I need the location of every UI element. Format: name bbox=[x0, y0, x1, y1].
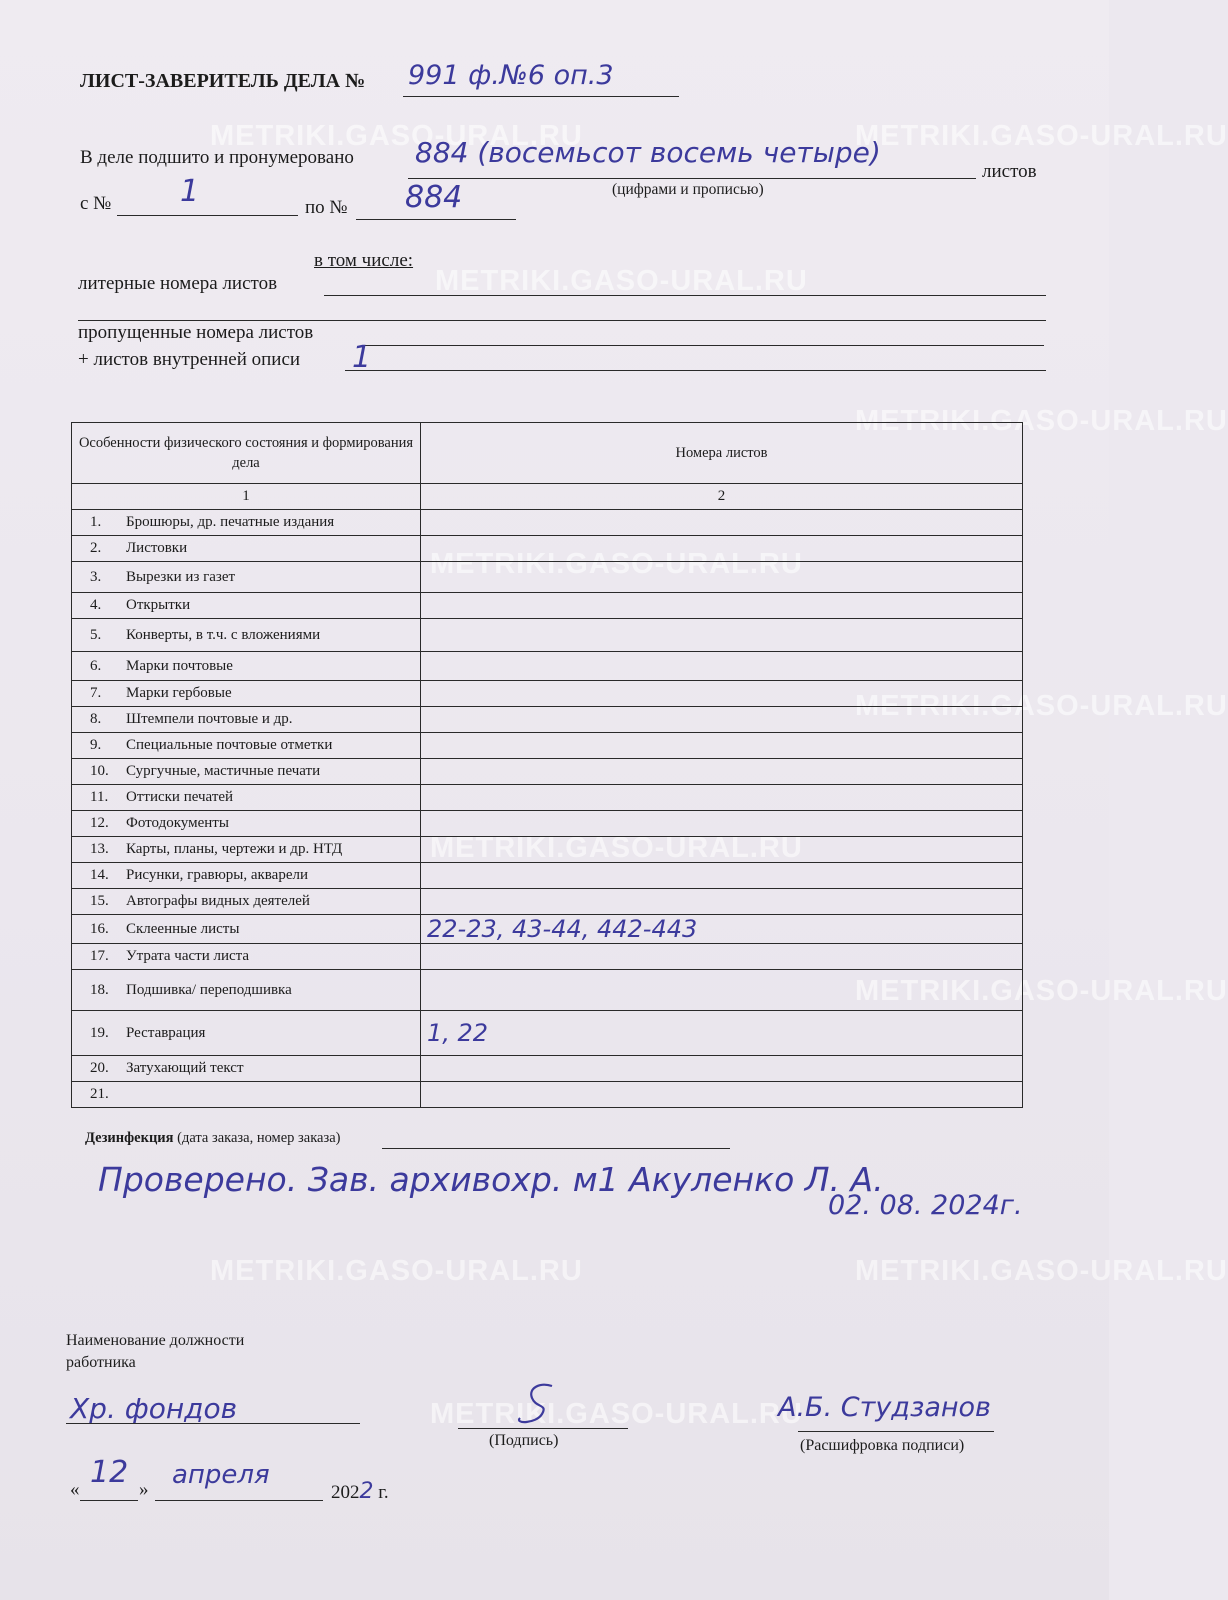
inner-inventory-line bbox=[345, 370, 1046, 371]
row-number: 9. bbox=[90, 737, 102, 753]
date-close-quote: » bbox=[139, 1479, 149, 1500]
table-row bbox=[72, 837, 1023, 863]
row-sheet-numbers-cell bbox=[421, 759, 1023, 785]
row-feature-cell bbox=[72, 681, 421, 707]
watermark: METRIKI.GASO-URAL.RU bbox=[210, 120, 583, 152]
inner-inventory-handwritten: 1 bbox=[352, 340, 372, 375]
date-year-suffix: г. bbox=[378, 1482, 389, 1503]
literal-numbers-line-2 bbox=[78, 320, 1046, 321]
row-sheet-numbers-cell bbox=[421, 510, 1023, 536]
row-label: Листовки bbox=[126, 540, 188, 556]
case-number-handwritten: 991 ф.№6 оп.3 bbox=[408, 60, 614, 91]
row-number: 12. bbox=[90, 815, 109, 831]
row-feature-cell bbox=[72, 863, 421, 889]
row-number: 1. bbox=[90, 514, 102, 530]
table-row bbox=[72, 681, 1023, 707]
row-label: Марки гербовые bbox=[126, 685, 232, 701]
sheets-count-line bbox=[408, 178, 976, 179]
row-label: Штемпели почтовые и др. bbox=[126, 711, 293, 727]
watermark: METRIKI.GASO-URAL.RU bbox=[855, 975, 1228, 1007]
verification-note-line2: 02. 08. 2024г. bbox=[828, 1190, 1023, 1221]
row-number: 6. bbox=[90, 657, 102, 674]
table-row bbox=[72, 863, 1023, 889]
table-row bbox=[72, 652, 1023, 681]
row-feature-cell bbox=[72, 811, 421, 837]
table-row bbox=[72, 915, 1023, 944]
row-number: 11. bbox=[90, 789, 109, 805]
watermark: METRIKI.GASO-URAL.RU bbox=[430, 1398, 803, 1430]
row-number: 15. bbox=[90, 893, 109, 909]
table-row bbox=[72, 707, 1023, 733]
row-sheet-numbers-cell bbox=[421, 733, 1023, 759]
row-label: Сургучные, мастичные печати bbox=[126, 763, 321, 779]
verification-note-line1: Проверено. Зав. архивохр. м1 Акуленко Л. А. bbox=[98, 1160, 884, 1199]
row-number: 13. bbox=[90, 841, 109, 857]
date-year-handwritten: 2 bbox=[359, 1479, 374, 1504]
row-label: Вырезки из газет bbox=[126, 568, 236, 585]
from-number-label: с № bbox=[80, 193, 112, 214]
row-sheet-numbers-cell bbox=[421, 837, 1023, 863]
sheets-suffix-label: листов bbox=[982, 161, 1037, 182]
date-month-handwritten: апреля bbox=[172, 1460, 270, 1490]
table-row bbox=[72, 785, 1023, 811]
row-label: Фотодокументы bbox=[126, 815, 229, 831]
from-number-line bbox=[117, 215, 298, 216]
table-row bbox=[72, 536, 1023, 562]
row-sheet-numbers-cell bbox=[421, 536, 1023, 562]
row-label: Подшивка/ переподшивка bbox=[126, 981, 292, 998]
date-year-prefix: 202 bbox=[331, 1482, 360, 1503]
literal-numbers-label: литерные номера листов bbox=[78, 273, 278, 294]
disinfection-line bbox=[382, 1148, 730, 1149]
row-sheet-numbers-cell bbox=[421, 562, 1023, 593]
watermark: METRIKI.GASO-URAL.RU bbox=[855, 1255, 1228, 1287]
row-sheet-numbers-cell bbox=[421, 681, 1023, 707]
literal-numbers-line bbox=[324, 295, 1046, 296]
row-sheet-numbers-cell: 22-23, 43-44, 442-443 bbox=[421, 915, 1023, 944]
inner-inventory-label: + листов внутренней описи bbox=[78, 349, 301, 370]
including-heading: в том числе: bbox=[314, 250, 414, 271]
decode-handwritten: А.Б. Студзанов bbox=[778, 1392, 991, 1423]
row-number: 2. bbox=[90, 540, 102, 556]
row-sheet-numbers-cell bbox=[421, 1056, 1023, 1082]
watermark: METRIKI.GASO-URAL.RU bbox=[210, 1255, 583, 1287]
table-row bbox=[72, 619, 1023, 652]
row-label: Склеенные листы bbox=[126, 920, 240, 937]
table-row bbox=[72, 889, 1023, 915]
position-line bbox=[66, 1423, 360, 1424]
row-label: Брошюры, др. печатные издания bbox=[126, 514, 335, 530]
row-number: 19. bbox=[90, 1024, 109, 1041]
date-day-handwritten: 12 bbox=[90, 1455, 129, 1490]
row-feature-cell bbox=[72, 837, 421, 863]
case-number-line bbox=[403, 96, 679, 97]
row-label: Реставрация bbox=[126, 1024, 206, 1041]
row-number: 5. bbox=[90, 626, 102, 643]
sheets-hint: (цифрами и прописью) bbox=[612, 181, 764, 198]
row-number: 4. bbox=[90, 597, 102, 613]
table-row bbox=[72, 1011, 1023, 1056]
row-sheet-numbers-cell: 1, 22 bbox=[421, 1011, 1023, 1056]
position-label-1: Наименование должности bbox=[66, 1332, 245, 1349]
column-header-sheet-numbers: Номера листов bbox=[421, 423, 1023, 484]
table-row bbox=[72, 562, 1023, 593]
position-label-2: работника bbox=[66, 1354, 136, 1371]
row-sheet-numbers-cell bbox=[421, 619, 1023, 652]
row-sheet-numbers-cell bbox=[421, 1082, 1023, 1108]
row-feature-cell bbox=[72, 707, 421, 733]
missing-numbers-label: пропущенные номера листов bbox=[78, 322, 314, 343]
signature-line bbox=[458, 1428, 628, 1429]
decode-line bbox=[798, 1431, 994, 1432]
row-feature-cell bbox=[72, 1082, 421, 1108]
row-feature-cell bbox=[72, 536, 421, 562]
sheets-count-handwritten: 884 (восемьсот восемь четыре) bbox=[415, 136, 881, 169]
table-row bbox=[72, 510, 1023, 536]
date-month-line bbox=[155, 1500, 323, 1501]
watermark: METRIKI.GASO-URAL.RU bbox=[435, 265, 808, 297]
row-label: Карты, планы, чертежи и др. НТД bbox=[126, 841, 343, 857]
missing-numbers-line bbox=[362, 345, 1044, 346]
row-feature-cell bbox=[72, 619, 421, 652]
row-label: Марки почтовые bbox=[126, 657, 233, 674]
signature-label: (Подпись) bbox=[489, 1432, 559, 1449]
date-open-quote: « bbox=[70, 1479, 80, 1500]
row-feature-cell bbox=[72, 915, 421, 944]
row-label: Автографы видных деятелей bbox=[126, 893, 310, 909]
from-number-handwritten: 1 bbox=[180, 174, 200, 209]
row-label: Конверты, в т.ч. с вложениями bbox=[126, 626, 321, 643]
position-handwritten: Хр. фондов bbox=[70, 1392, 238, 1425]
document-title: ЛИСТ-ЗАВЕРИТЕЛЬ ДЕЛА № bbox=[80, 70, 366, 92]
row-feature-cell bbox=[72, 759, 421, 785]
row-sheet-numbers-cell bbox=[421, 707, 1023, 733]
row-feature-cell bbox=[72, 733, 421, 759]
row-feature-cell bbox=[72, 970, 421, 1011]
disinfection-label-bold: Дезинфекция bbox=[85, 1130, 174, 1146]
row-feature-cell bbox=[72, 785, 421, 811]
column-index-2: 2 bbox=[421, 484, 1023, 510]
row-sheet-numbers-cell bbox=[421, 652, 1023, 681]
row-sheet-numbers-cell bbox=[421, 785, 1023, 811]
date-day-line bbox=[80, 1500, 138, 1501]
row-number: 21. bbox=[90, 1086, 109, 1102]
row-feature-cell bbox=[72, 1056, 421, 1082]
physical-state-table bbox=[71, 422, 1023, 1108]
watermark: METRIKI.GASO-URAL.RU bbox=[430, 832, 803, 864]
table-row bbox=[72, 1056, 1023, 1082]
table-row bbox=[72, 759, 1023, 785]
watermark: METRIKI.GASO-URAL.RU bbox=[430, 548, 803, 580]
row-number: 14. bbox=[90, 867, 109, 883]
row-sheet-numbers-cell bbox=[421, 863, 1023, 889]
watermark: METRIKI.GASO-URAL.RU bbox=[855, 690, 1228, 722]
table-row bbox=[72, 944, 1023, 970]
row-feature-cell bbox=[72, 944, 421, 970]
watermark: METRIKI.GASO-URAL.RU bbox=[855, 405, 1228, 437]
row-feature-cell bbox=[72, 593, 421, 619]
column-index-1: 1 bbox=[72, 484, 421, 510]
row-number: 18. bbox=[90, 981, 109, 998]
sheets-count-label: В деле подшито и пронумеровано bbox=[80, 147, 354, 168]
table-row bbox=[72, 1082, 1023, 1108]
row-label: Затухающий текст bbox=[126, 1060, 244, 1076]
handwritten-signature bbox=[490, 1380, 580, 1430]
row-sheet-numbers-cell bbox=[421, 889, 1023, 915]
row-number: 20. bbox=[90, 1060, 109, 1076]
row-sheet-numbers-cell bbox=[421, 944, 1023, 970]
disinfection-label-rest: (дата заказа, номер заказа) bbox=[177, 1130, 341, 1146]
row-sheet-numbers-cell bbox=[421, 970, 1023, 1011]
table-row bbox=[72, 733, 1023, 759]
row-number: 8. bbox=[90, 711, 102, 727]
table-row bbox=[72, 970, 1023, 1011]
row-feature-cell bbox=[72, 510, 421, 536]
row-sheet-numbers-cell bbox=[421, 811, 1023, 837]
watermark: METRIKI.GASO-URAL.RU bbox=[855, 120, 1228, 152]
to-number-handwritten: 884 bbox=[405, 180, 463, 215]
table-row bbox=[72, 811, 1023, 837]
row-number: 17. bbox=[90, 948, 109, 964]
row-feature-cell bbox=[72, 652, 421, 681]
date-year bbox=[331, 1479, 389, 1504]
row-feature-cell bbox=[72, 889, 421, 915]
row-feature-cell bbox=[72, 1011, 421, 1056]
row-number: 16. bbox=[90, 920, 109, 937]
to-number-label: по № bbox=[305, 197, 348, 218]
row-label: Специальные почтовые отметки bbox=[126, 737, 333, 753]
row-label: Открытки bbox=[126, 597, 191, 613]
disinfection-label bbox=[85, 1130, 340, 1147]
table-row bbox=[72, 593, 1023, 619]
row-number: 10. bbox=[90, 763, 109, 779]
row-label: Утрата части листа bbox=[126, 948, 250, 964]
decode-label: (Расшифровка подписи) bbox=[800, 1437, 965, 1454]
row-label: Оттиски печатей bbox=[126, 789, 234, 805]
row-label: Рисунки, гравюры, акварели bbox=[126, 867, 309, 883]
row-sheet-numbers-cell bbox=[421, 593, 1023, 619]
row-number: 7. bbox=[90, 685, 102, 701]
to-number-line bbox=[356, 219, 516, 220]
row-feature-cell bbox=[72, 562, 421, 593]
row-number: 3. bbox=[90, 568, 102, 585]
column-header-features: Особенности физического состояния и формирования дела bbox=[72, 423, 421, 484]
